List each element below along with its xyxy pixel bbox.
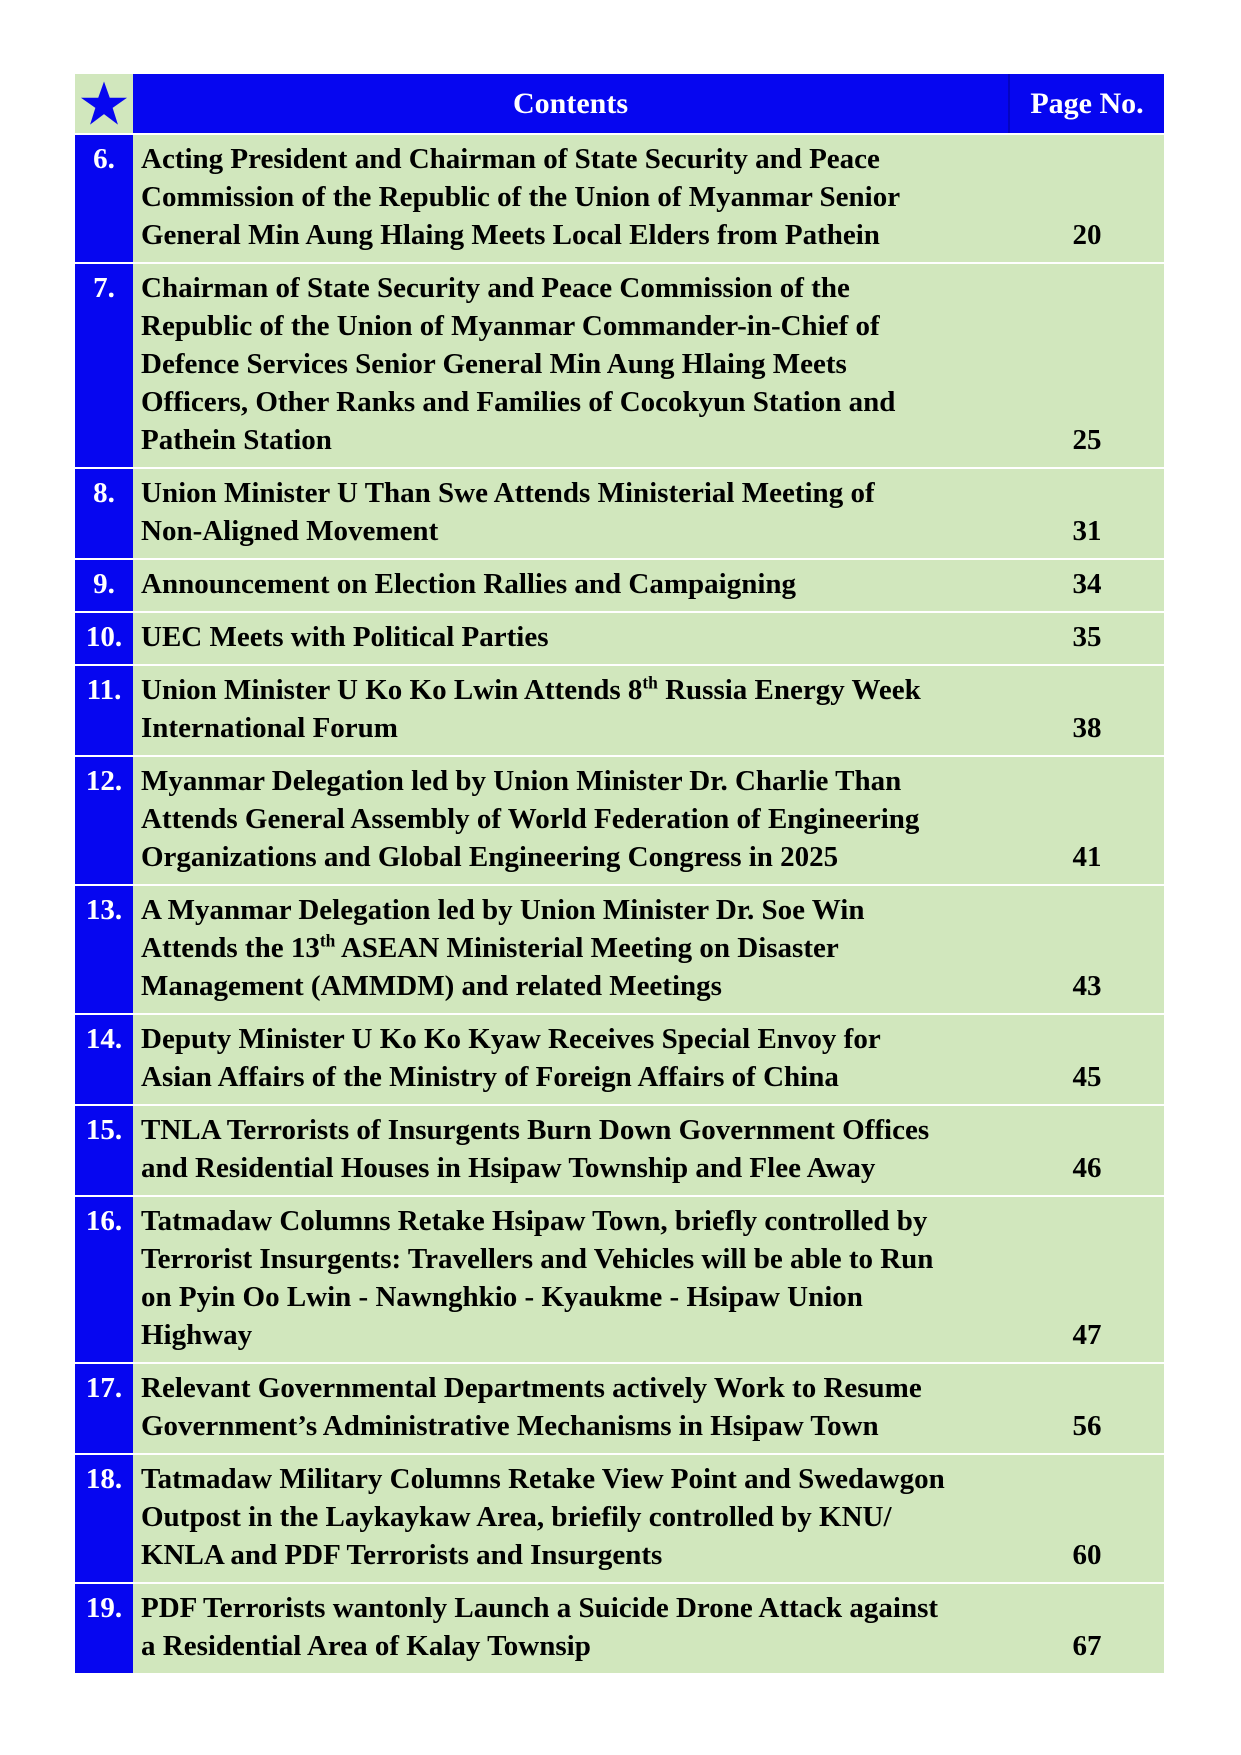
- entry-title-line: [141, 1316, 1010, 1354]
- entry-number: 19.: [75, 1584, 133, 1673]
- title-text: Acting President and Chairman of State Security and Peace: [141, 143, 880, 175]
- entry-title-line: [141, 1407, 1010, 1445]
- entry-number: 6.: [75, 135, 133, 262]
- title-text: A Myanmar Delegation led by Union Minister Dr. Soe Win: [141, 894, 865, 926]
- toc-entry-row: [75, 664, 1164, 755]
- title-text: UEC Meets with Political Parties: [141, 621, 549, 653]
- entry-title: [133, 469, 1010, 558]
- entry-title-line: [141, 1240, 1010, 1278]
- entry-title-line: [141, 1627, 1010, 1665]
- entry-title-line: [141, 671, 1010, 709]
- entry-title-line: [141, 307, 1010, 345]
- page-number: 38: [1010, 666, 1164, 755]
- title-text: Asian Affairs of the Ministry of Foreign Affairs of China: [141, 1061, 839, 1093]
- title-text: Attends the 13: [141, 932, 320, 964]
- title-text: KNLA and PDF Terrorists and Insurgents: [141, 1539, 663, 1571]
- toc-entry-row: [75, 467, 1164, 558]
- title-text: Deputy Minister U Ko Ko Kyaw Receives Special Envoy for: [141, 1023, 881, 1055]
- title-text: Russia Energy Week: [657, 674, 921, 706]
- title-text: Tatmadaw Columns Retake Hsipaw Town, briefly controlled by: [141, 1205, 928, 1237]
- entry-title-line: [141, 1460, 1010, 1498]
- entry-number: 17.: [75, 1364, 133, 1453]
- entry-title-line: [141, 1498, 1010, 1536]
- title-text: Relevant Governmental Departments actively Work to Resume: [141, 1372, 922, 1404]
- entry-title-line: [141, 565, 1010, 603]
- entry-title-line: [141, 421, 1010, 459]
- entry-title-line: [141, 1278, 1010, 1316]
- entry-title-line: [141, 178, 1010, 216]
- title-text: Officers, Other Ranks and Families of Cocokyun Station and: [141, 386, 896, 418]
- entry-title-line: [141, 762, 1010, 800]
- title-text: Terrorist Insurgents: Travellers and Vehicles will be able to Run: [141, 1243, 934, 1275]
- ordinal-superscript: th: [319, 930, 336, 951]
- entry-title: [133, 757, 1010, 884]
- entry-title: [133, 1584, 1010, 1673]
- toc-entry-row: [75, 1195, 1164, 1362]
- page-number: 60: [1010, 1455, 1164, 1582]
- entry-title: [133, 135, 1010, 262]
- title-text: Union Minister U Than Swe Attends Ministerial Meeting of: [141, 477, 875, 509]
- entry-title: [133, 613, 1010, 664]
- title-text: International Forum: [141, 712, 398, 744]
- entry-title: [133, 560, 1010, 611]
- toc-entry-row: [75, 1104, 1164, 1195]
- entry-title: [133, 264, 1010, 467]
- title-text: Outpost in the Laykaykaw Area, briefily controlled by KNU/: [141, 1501, 892, 1533]
- entry-title-line: [141, 345, 1010, 383]
- toc-table: [75, 74, 1164, 1673]
- entry-title-line: [141, 1589, 1010, 1627]
- entry-title-line: [141, 838, 1010, 876]
- entry-number: 7.: [75, 264, 133, 467]
- entry-title: [133, 886, 1010, 1013]
- toc-entry-row: [75, 133, 1164, 262]
- entry-number: 14.: [75, 1015, 133, 1104]
- title-text: Tatmadaw Military Columns Retake View Point and Swedawgon: [141, 1463, 945, 1495]
- title-text: Management (AMMDM) and related Meetings: [141, 970, 722, 1002]
- title-text: Government’s Administrative Mechanisms in Hsipaw Town: [141, 1410, 879, 1442]
- entry-title: [133, 1106, 1010, 1195]
- title-text: Pathein Station: [141, 424, 332, 456]
- title-text: General Min Aung Hlaing Meets Local Elders from Pathein: [141, 219, 880, 251]
- page-number: 35: [1010, 613, 1164, 664]
- entry-title-line: [141, 929, 1010, 967]
- entry-number: 13.: [75, 886, 133, 1013]
- entry-number: 15.: [75, 1106, 133, 1195]
- contents-header-label: Contents: [133, 74, 1008, 133]
- entry-title-line: [141, 967, 1010, 1005]
- title-text: Chairman of State Security and Peace Commission of the: [141, 272, 850, 304]
- entry-title-line: [141, 1058, 1010, 1096]
- entry-title-line: [141, 383, 1010, 421]
- page-number: 46: [1010, 1106, 1164, 1195]
- page-number: 34: [1010, 560, 1164, 611]
- entry-number: 8.: [75, 469, 133, 558]
- toc-header: [75, 74, 1164, 133]
- entry-title-line: [141, 1202, 1010, 1240]
- page-number: 25: [1010, 264, 1164, 467]
- page-number: 56: [1010, 1364, 1164, 1453]
- page-number: 47: [1010, 1197, 1164, 1362]
- title-text: Commission of the Republic of the Union of Myanmar Senior: [141, 181, 901, 213]
- entry-title: [133, 666, 1010, 755]
- title-text: Attends General Assembly of World Federation of Engineering: [141, 803, 920, 835]
- title-text: Organizations and Global Engineering Congress in 2025: [141, 841, 839, 873]
- title-text: Myanmar Delegation led by Union Minister Dr. Charlie Than: [141, 765, 902, 797]
- toc-entry-row: [75, 1013, 1164, 1104]
- title-text: TNLA Terrorists of Insurgents Burn Down Government Offices: [141, 1114, 930, 1146]
- entry-number: 18.: [75, 1455, 133, 1582]
- entry-title: [133, 1455, 1010, 1582]
- page-no-header-label: Page No.: [1008, 74, 1164, 133]
- title-text: Defence Services Senior General Min Aung Hlaing Meets: [141, 348, 847, 380]
- entry-title-line: [141, 1020, 1010, 1058]
- title-text: Union Minister U Ko Ko Lwin Attends 8: [141, 674, 643, 706]
- title-text: on Pyin Oo Lwin - Nawnghkio - Kyaukme - Hsipaw Union: [141, 1281, 863, 1313]
- title-text: Non-Aligned Movement: [141, 515, 439, 547]
- toc-entry-row: [75, 262, 1164, 467]
- toc-entry-row: [75, 611, 1164, 664]
- entry-title-line: [141, 269, 1010, 307]
- title-text: PDF Terrorists wantonly Launch a Suicide Drone Attack against: [141, 1592, 939, 1624]
- page-number: 31: [1010, 469, 1164, 558]
- entry-number: 16.: [75, 1197, 133, 1362]
- entry-title-line: [141, 618, 1010, 656]
- page-number: 67: [1010, 1584, 1164, 1673]
- entry-number: 12.: [75, 757, 133, 884]
- toc-entry-row: [75, 1453, 1164, 1582]
- title-text: and Residential Houses in Hsipaw Township and Flee Away: [141, 1152, 876, 1184]
- entry-title: [133, 1197, 1010, 1362]
- entry-title-line: [141, 140, 1010, 178]
- entry-title-line: [141, 1149, 1010, 1187]
- toc-entry-row: [75, 558, 1164, 611]
- entry-title-line: [141, 709, 1010, 747]
- star-cell: [75, 74, 133, 133]
- entry-number: 11.: [75, 666, 133, 755]
- entry-number: 10.: [75, 613, 133, 664]
- page-number: 20: [1010, 135, 1164, 262]
- entry-title-line: [141, 512, 1010, 550]
- entry-title-line: [141, 800, 1010, 838]
- title-text: Republic of the Union of Myanmar Commander-in-Chief of: [141, 310, 880, 342]
- title-text: ASEAN Ministerial Meeting on Disaster: [335, 932, 839, 964]
- entry-title-line: [141, 1111, 1010, 1149]
- title-text: a Residential Area of Kalay Townsip: [141, 1630, 591, 1662]
- entry-title: [133, 1364, 1010, 1453]
- entry-title: [133, 1015, 1010, 1104]
- ordinal-superscript: th: [642, 672, 658, 693]
- entry-title-line: [141, 216, 1010, 254]
- entry-title-line: [141, 474, 1010, 512]
- entry-title-line: [141, 1369, 1010, 1407]
- toc-rows: [75, 133, 1164, 1673]
- toc-entry-row: [75, 884, 1164, 1013]
- title-text: Announcement on Election Rallies and Campaigning: [141, 568, 797, 600]
- page-number: 45: [1010, 1015, 1164, 1104]
- star-icon: [80, 80, 128, 128]
- entry-title-line: [141, 891, 1010, 929]
- page-number: 41: [1010, 757, 1164, 884]
- entry-number: 9.: [75, 560, 133, 611]
- toc-entry-row: [75, 1362, 1164, 1453]
- entry-title-line: [141, 1536, 1010, 1574]
- title-text: Highway: [141, 1319, 253, 1351]
- toc-entry-row: [75, 1582, 1164, 1673]
- page-number: 43: [1010, 886, 1164, 1013]
- toc-entry-row: [75, 755, 1164, 884]
